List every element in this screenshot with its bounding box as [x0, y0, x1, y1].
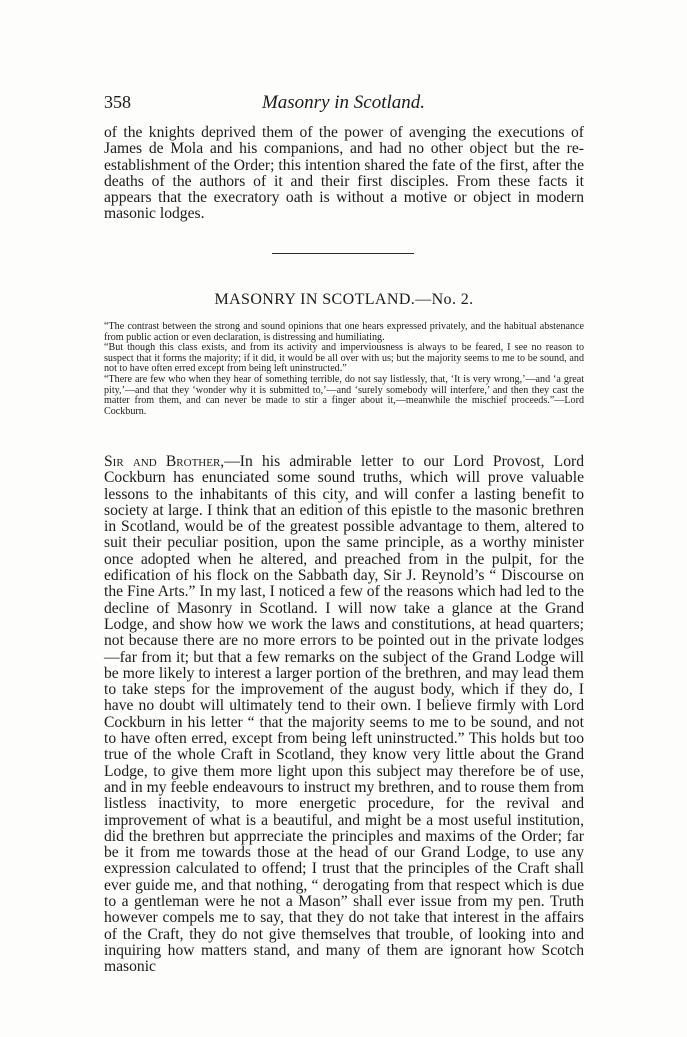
page-number: 358 [104, 92, 131, 112]
section-divider [272, 253, 414, 254]
article-title: MASONRY IN SCOTLAND.—No. 2. [214, 291, 474, 308]
running-title: Masonry in Scotland. [261, 92, 426, 113]
epigraph-paragraph: “The contrast between the strong and sound opinions that one hears expressed privately, and the habitual abstenance from public action or even declaration, is distressing and humiliating. [104, 321, 584, 343]
continuation-paragraph: of the knights deprived them of the power of avenging the executions of James de Mola and his companions, and had no other object but the re-establishment of the Order; this intention shared the fate of the first, after the deaths of the authors of it and their first disciples. From these facts it appears that the execratory oath is without a motive or object in modern masonic lodges. [104, 124, 584, 223]
epigraph [104, 322, 584, 417]
article-body-text: —In his admirable letter to our Lord Provost, Lord Cockburn has enunciated some sound truths, which will prove valuable lessons to the inhabitants of this city, and will confer a lasting benefit to society at large. I think that an edition of this epistle to the masonic brethren in Scotland, would be of the greatest possible advantage to them, altered to suit their peculiar position, upon the same principle, as a worthy minister once adopted when he altered, and preached from in the pulpit, for the edification of his flock on the Sabbath day, Sir J. Reynold’s “ Discourse on the Fine Arts.” In my last, I noticed a few of the reasons which had led to the decline of Masonry in Scotland. I will now take a glance at the Grand Lodge, and show how we work the laws and constitutions, at head quarters; not because there are no more errors to be pointed out in the private lodges—far from it; but that a few remarks on the subject of the Grand Lodge will be more likely to interest a larger portion of the brethren, and may lead them to take steps for the improvement of the august body, which if they do, I have no doubt will ultimately tend to their own. I believe firmly with Lord Cockburn in his letter “ that the majority seems to me to be sound, and not to have often erred, except from being left uninstructed.” This holds but too true of the whole Craft in Scotland, they know very little about the Grand Lodge, to give them more light upon this subject may therefore be of use, and in my feeble endeavours to instruct my brethren, and to rouse them from listless inactivity, to more energetic procedure, for the revival and improvement of what is a beautiful, and might be a most useful institution, did the brethren but apprreciate the principles and maxims of the Order; far be it from me towards those at the head of our Grand Lodge, to use any expression calculated to offend; I trust that the principles of the Craft shall ever guide me, and that nothing, “ derogating from that respect which is due to a gentleman were he not a Mason” shall ever issue from my pen. Truth however compels me to say, that they do not take that interest in the affairs of the Craft, they do not give themselves that trouble, of looking into and inquiring how matters stand, and many of them are ignorant how Scotch masonic [104, 453, 584, 976]
page-header [104, 92, 583, 118]
epigraph-paragraph: “But though this class exists, and from its activity and imperviousness is always to be feared, I see no reason to suspect that it forms the majority; if it did, it would be all over with us; but the majority seems to me to be sound, and not to have often erred except from being left uninstructed.” [104, 342, 584, 375]
article-body [104, 454, 584, 976]
continuation-block [104, 125, 584, 223]
article-paragraph [104, 454, 584, 976]
epigraph-paragraph: “There are few who when they hear of something terrible, do not say listlessly, that, ‘It is very wrong,’—and ‘a great pity,’—and that they ‘wonder why it is submitted to,’—and ‘surely somebody will interfere,’ and then they cast the matter from them, and can never be made to stir a finger about it,—meanwhile the mischief proceeds.”—Lord Cockburn. [104, 373, 584, 417]
salutation: Sir and Brother, [104, 453, 225, 470]
